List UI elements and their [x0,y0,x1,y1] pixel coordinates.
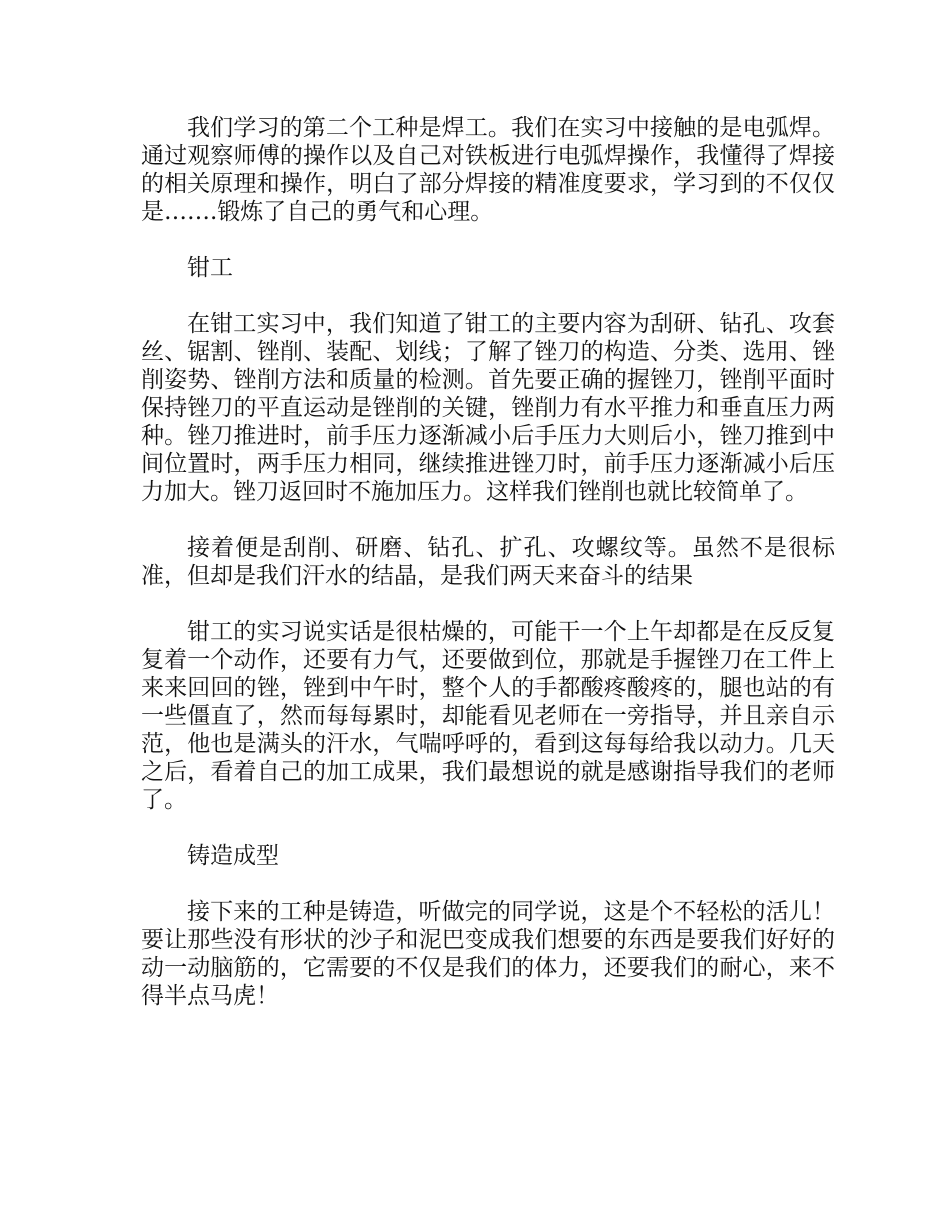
paragraph-casting: 接下来的工种是铸造，听做完的同学说，这是个不轻松的活儿！要让那些没有形状的沙子和泥巴变成我们想要的东西是要我们好好的动一动脑筋的，它需要的不仅是我们的体力，还要我们的耐心，来不得半点马虎！ [141,899,835,1009]
document-page [141,114,835,1038]
paragraph-fitter-experience: 钳工的实习说实话是很枯燥的，可能干一个上午却都是在反反复复着一个动作，还要有力气，还要做到位，那就是手握锉刀在工件上来来回回的锉，锉到中午时，整个人的手都酸疼酸疼的，腿也站的有一些僵直了，然而每每累时，却能看见老师在一旁指导，并且亲自示范，他也是满头的汗水，气喘呼呼的，看到这每每给我以动力。几天之后，看着自己的加工成果，我们最想说的就是感谢指导我们的老师了。 [141,619,835,813]
section-heading-casting: 铸造成型 [187,843,279,869]
paragraph-welding: 我们学习的第二个工种是焊工。我们在实习中接触的是电弧焊。通过观察师傅的操作以及自己对铁板进行电弧焊操作，我懂得了焊接的相关原理和操作，明白了部分焊接的精准度要求，学习到的不仅仅是…….锻炼了自己的勇气和心理。 [141,115,835,225]
section-heading-fitter: 钳工 [187,255,233,281]
paragraph-fitter-tasks: 接着便是刮削、研磨、钻孔、扩孔、攻螺纹等。虽然不是很标准，但却是我们汗水的结晶，是我们两天来奋斗的结果 [141,535,835,589]
paragraph-fitter-intro: 在钳工实习中，我们知道了钳工的主要内容为刮研、钻孔、攻套丝、锯割、锉削、装配、划线；了解了锉刀的构造、分类、选用、锉削姿势、锉削方法和质量的检测。首先要正确的握锉刀，锉削平面时保持锉刀的平直运动是锉削的关键，锉削力有水平推力和垂直压力两种。锉刀推进时，前手压力逐渐减小后手压力大则后小，锉刀推到中间位置时，两手压力相同，继续推进锉刀时，前手压力逐渐减小后压力加大。锉刀返回时不施加压力。这样我们锉削也就比较简单了。 [141,311,835,505]
